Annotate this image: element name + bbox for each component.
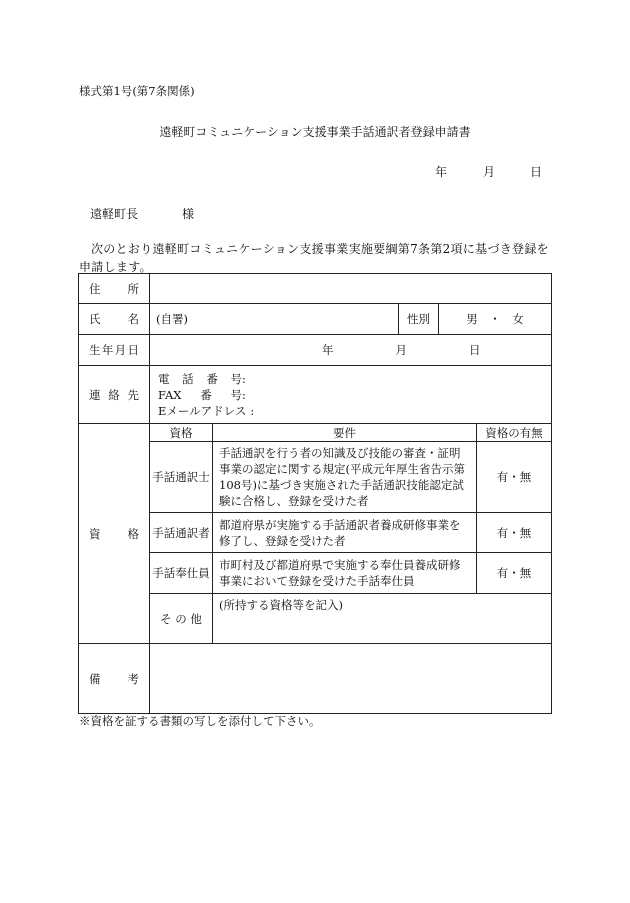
name-field[interactable]	[150, 304, 399, 335]
fax-line	[158, 387, 545, 403]
other-label: そ の 他	[150, 594, 213, 644]
qualification-requirement: 都道府県が実施する手話通訳者養成研修事業を修了し、登録を受けた者	[213, 513, 477, 553]
qualification-name: 手話通訳者	[150, 513, 213, 553]
qualification-name: 手話通訳士	[150, 442, 213, 513]
qual-header-requirement: 要件	[213, 424, 477, 442]
qualification-header-row	[79, 424, 552, 442]
qualification-status[interactable]: 有・無	[477, 553, 552, 594]
colon: :	[242, 387, 246, 402]
honorific: 様	[182, 207, 195, 221]
name-note: (自署)	[156, 312, 188, 326]
address-row	[79, 274, 552, 304]
qual-header-kind: 資格	[150, 424, 213, 442]
birth-label: 生年月日	[79, 335, 150, 366]
date-year-label: 年	[435, 165, 448, 179]
birth-row	[79, 335, 552, 366]
gender-options[interactable]: 男 ・ 女	[439, 304, 552, 335]
name-label: 氏 名	[79, 304, 150, 335]
gender-label: 性別	[399, 304, 439, 335]
phone-line	[158, 371, 545, 387]
application-form-table	[78, 273, 552, 714]
colon: :	[242, 371, 246, 386]
addressee-name: 遠軽町長	[90, 207, 139, 221]
qualification-other-row	[79, 594, 552, 644]
footer-note: ※資格を証する書類の写しを添付して下さい。	[79, 714, 321, 728]
qualification-label: 資 格	[79, 424, 150, 644]
contact-field[interactable]	[150, 366, 552, 424]
colon: :	[250, 403, 255, 418]
other-field[interactable]	[213, 594, 552, 644]
intro-text: 次のとおり遠軽町コミュニケーション支援事業実施要綱第7条第2項に基づき登録を申請します。	[79, 242, 549, 274]
email-label: Eメールアドレス	[158, 403, 247, 418]
remarks-field[interactable]	[150, 644, 552, 714]
qualification-status[interactable]: 有・無	[477, 442, 552, 513]
date-month-label: 月	[483, 165, 496, 179]
address-field[interactable]	[150, 274, 552, 304]
birth-field[interactable]	[150, 335, 552, 366]
contact-label: 連絡先	[79, 366, 150, 424]
qualification-row	[79, 553, 552, 594]
birth-month: 月	[395, 343, 407, 357]
qual-header-status: 資格の有無	[477, 424, 552, 442]
fax-label: FAX番号	[158, 387, 242, 402]
qualification-status[interactable]: 有・無	[477, 513, 552, 553]
birth-year: 年	[322, 343, 334, 357]
remarks-row	[79, 644, 552, 714]
contact-row	[79, 366, 552, 424]
email-line	[158, 403, 545, 419]
birth-day: 日	[469, 343, 481, 357]
qualification-requirement: 手話通訳を行う者の知識及び技能の審査・証明事業の認定に関する規定(平成元年厚生省告示第108号)に基づき実施された手話通訳技能認定試験に合格し、登録を受けた者	[213, 442, 477, 513]
remarks-label: 備 考	[79, 644, 150, 714]
qualification-row	[79, 442, 552, 513]
name-row	[79, 304, 552, 335]
addressee	[90, 205, 194, 222]
form-number: 様式第1号(第7条関係)	[79, 84, 195, 98]
qualification-requirement: 市町村及び都道府県で実施する奉仕員養成研修事業において登録を受けた手話奉仕員	[213, 553, 477, 594]
qualification-row	[79, 513, 552, 553]
other-note: (所持する資格等を記入)	[219, 598, 343, 612]
document-title: 遠軽町コミュニケーション支援事業手話通訳者登録申請書	[159, 125, 471, 139]
address-label: 住 所	[79, 274, 150, 304]
phone-label: 電話番号	[158, 371, 242, 386]
qualification-name: 手話奉仕員	[150, 553, 213, 594]
date-day-label: 日	[530, 165, 543, 179]
